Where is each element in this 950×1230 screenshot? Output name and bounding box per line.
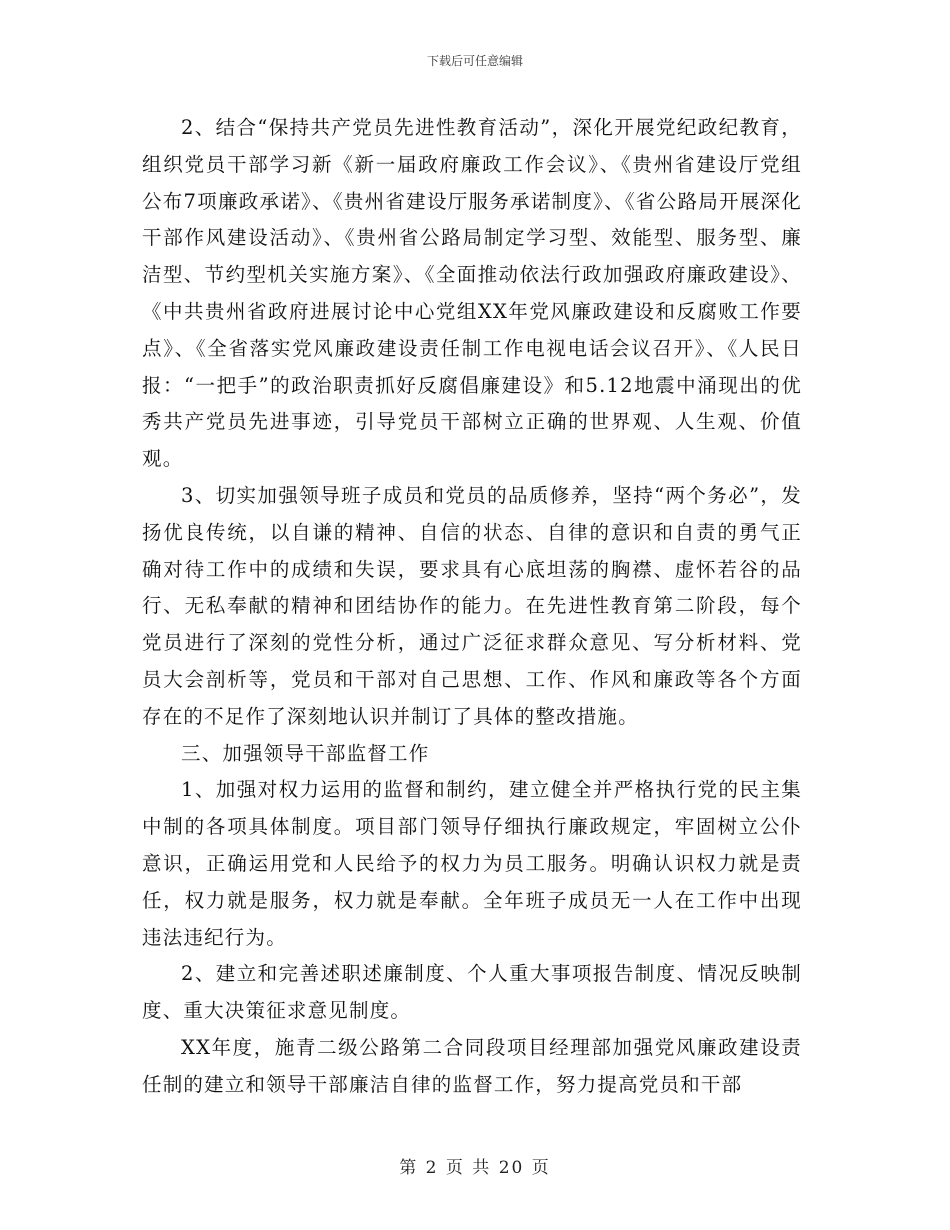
paragraph-party-discipline-education: 2、结合“保持共产党员先进性教育活动”，深化开展党纪政纪教育，组织党员干部学习新《新一届政府廉政工作会议》、《贵州省建设厅党组公布7项廉政承诺》、《贵州省建设厅服务承诺制度》、《省公路局开展深化干部作风建设活动》、《贵州省公路局制定学习型、效能型、服务型、廉洁型、节约型机关实施方案》、《全面推动依法行政加强政府廉政建设》、《中共贵州省政府进展讨论中心党组XX年党风廉政建设和反腐败工作要点》、《全省落实党风廉政建设责任制工作电视电话会议召开》、《人民日报：“一把手”的政治职责抓好反腐倡廉建设》和5.12地震中涌现出的优秀共产党员先进事迹，引导党员干部树立正确的世界观、人生观、价值观。 — [142, 116, 802, 471]
paragraph-annual-summary: XX年度，施青二级公路第二合同段项目经理部加强党风廉政建设责任制的建立和领导干部廉洁自律的监督工作，努力提高党员和干部 — [142, 1035, 802, 1096]
document-body — [142, 110, 802, 1104]
section-heading-supervision: 三、加强领导干部监督工作 — [181, 741, 430, 765]
paragraph-power-supervision: 1、加强对权力运用的监督和制约，建立健全并严格执行党的民主集中制的各项具体制度。项目部门领导仔细执行廉政规定，牢固树立公仆意识，正确运用党和人民给予的权力为员工服务。明确认识权力就是责任，权力就是服务，权力就是奉献。全年班子成员无一人在工作中出现违法违纪行为。 — [142, 778, 802, 949]
paragraph-reporting-systems: 2、建立和完善述职述廉制度、个人重大事项报告制度、情况反映制度、重大决策征求意见制度。 — [142, 962, 802, 1023]
page-number: 第 2 页 共 20 页 — [399, 1158, 551, 1178]
page-header-note: 下载后可任意编辑 — [426, 54, 523, 68]
paragraph-leadership-cultivation: 3、切实加强领导班子成员和党员的品质修养，坚持“两个务必”，发扬优良传统，以自谦的精神、自信的状态、自律的意识和自责的勇气正确对待工作中的成绩和失误，要求具有心底坦荡的胸襟、虚怀若谷的品行、无私奉献的精神和团结协作的能力。在先进性教育第二阶段，每个党员进行了深刻的党性分析，通过广泛征求群众意见、写分析材料、党员大会剖析等，党员和干部对自己思想、工作、作风和廉政等各个方面存在的不足作了深刻地认识并制订了具体的整改措施。 — [142, 483, 802, 728]
